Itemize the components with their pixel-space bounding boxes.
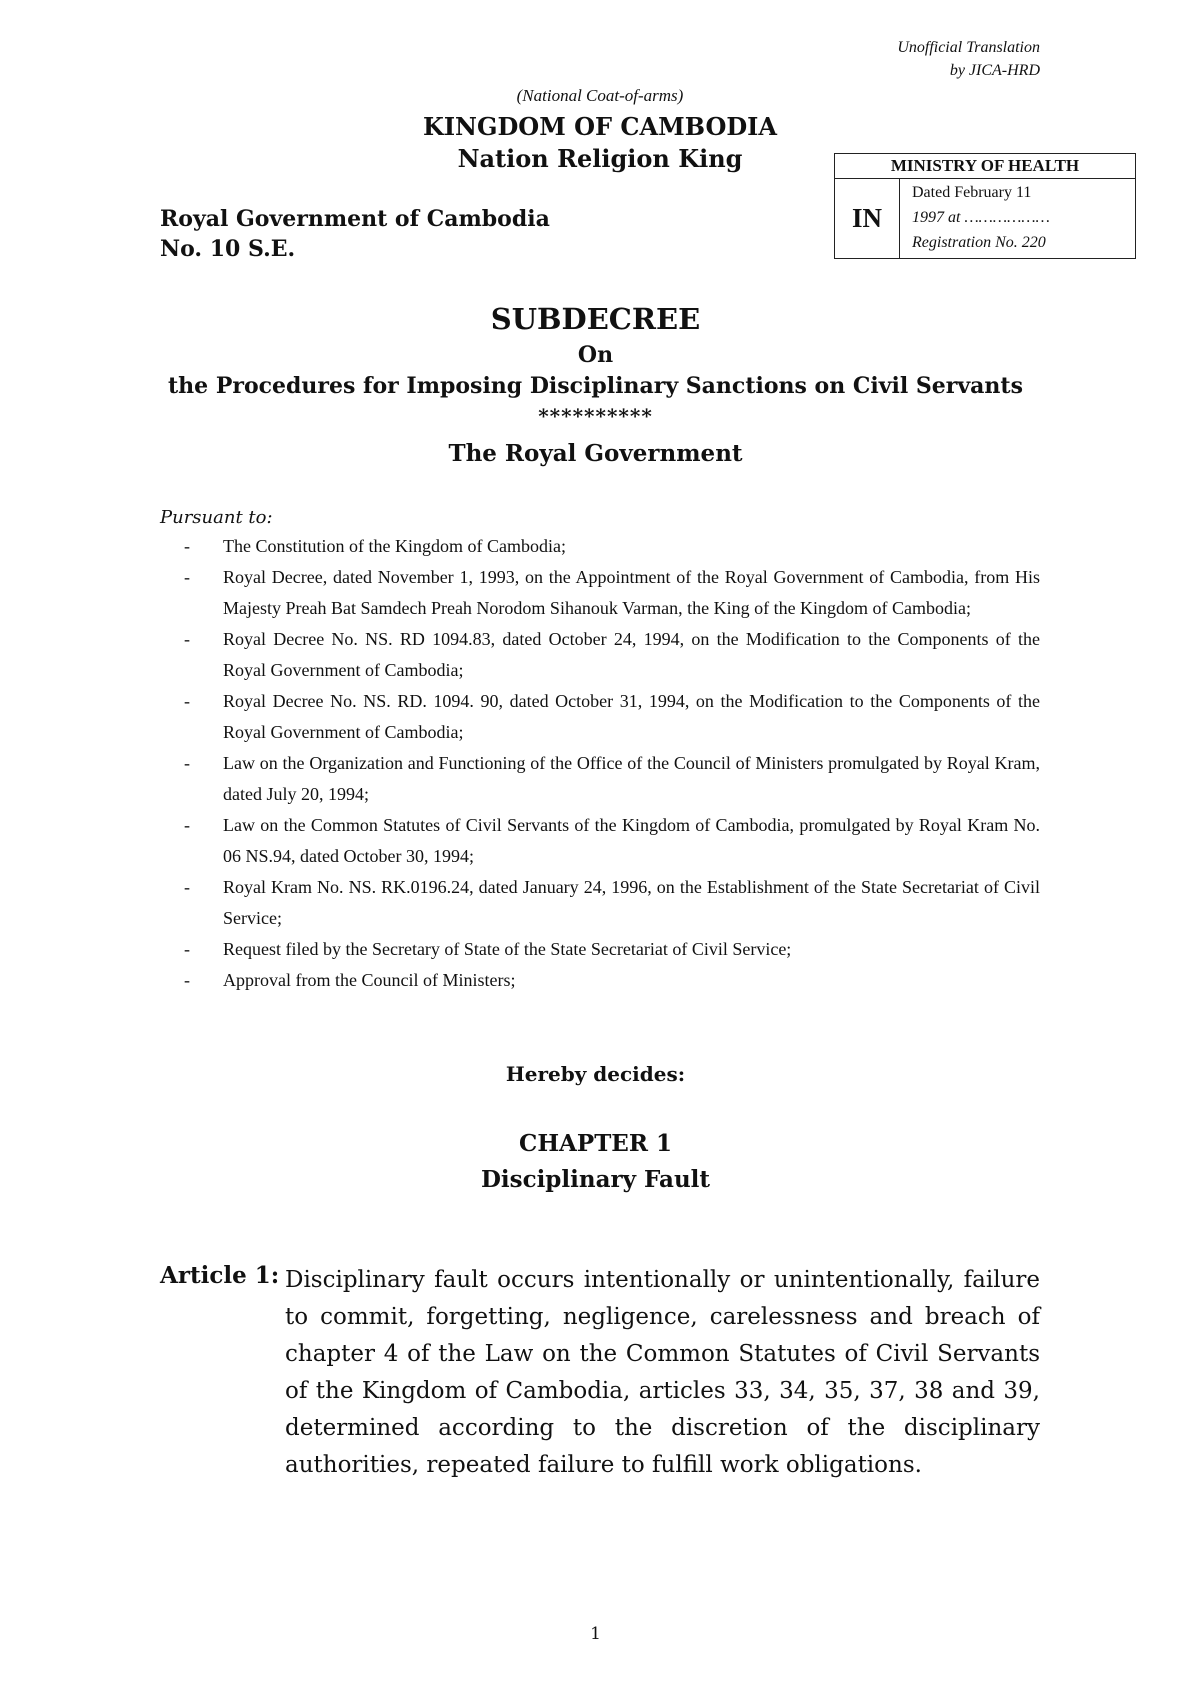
registry-dated: Dated February 11 xyxy=(912,184,1032,201)
registry-in-label: IN xyxy=(835,179,900,258)
authority-heading: The Royal Government xyxy=(448,440,743,467)
article-label: Article 1: xyxy=(160,1262,280,1289)
list-item-text: Law on the Organization and Functioning of the Office of the Council of Ministers promulgated by Royal Kram, dated July 20, 1994; xyxy=(223,753,1040,804)
dash-bullet: - xyxy=(184,970,190,990)
dash-bullet: - xyxy=(184,939,190,959)
national-motto: Nation Religion King xyxy=(457,144,743,173)
dash-bullet: - xyxy=(184,536,190,556)
dash-bullet: - xyxy=(184,629,190,649)
list-item-text: Royal Decree No. NS. RD. 1094. 90, dated October 31, 1994, on the Modification to the Components of the Royal Government of Cambodia; xyxy=(223,691,1040,742)
page-number: 1 xyxy=(590,1624,601,1644)
list-item xyxy=(160,748,1040,810)
registry-stamp xyxy=(834,153,1136,259)
translation-line-1: Unofficial Translation xyxy=(897,39,1040,56)
translation-line-2: by JICA-HRD xyxy=(949,62,1040,79)
document-title: SUBDECREE xyxy=(490,302,701,336)
list-item-text: Royal Kram No. NS. RK.0196.24, dated January 24, 1996, on the Establishment of the State Secretariat of Civil Service; xyxy=(223,877,1040,928)
translation-note xyxy=(800,36,1040,82)
separator: ********** xyxy=(538,404,653,428)
document-subject: the Procedures for Imposing Disciplinary Sanctions on Civil Servants xyxy=(168,373,1023,399)
dash-bullet: - xyxy=(184,877,190,897)
coat-of-arms-caption: (National Coat-of-arms) xyxy=(516,86,684,105)
preamble-list xyxy=(160,531,1040,996)
chapter-number: CHAPTER 1 xyxy=(519,1130,672,1157)
decision-heading: Hereby decides: xyxy=(505,1062,686,1086)
registry-ministry: MINISTRY OF HEALTH xyxy=(835,154,1135,179)
list-item-text: Law on the Common Statutes of Civil Servants of the Kingdom of Cambodia, promulgated by Royal Kram No. 06 NS.94, dated October 30, 1994; xyxy=(223,815,1040,866)
registry-year: 1997 at ……………… xyxy=(912,209,1050,226)
dash-bullet: - xyxy=(184,815,190,835)
registry-details xyxy=(900,179,1060,258)
chapter-title: Disciplinary Fault xyxy=(480,1166,711,1193)
list-item xyxy=(160,934,1040,965)
registry-body xyxy=(835,179,1135,258)
list-item-text: The Constitution of the Kingdom of Cambodia; xyxy=(223,536,566,556)
list-item xyxy=(160,965,1040,996)
title-on: On xyxy=(577,342,614,368)
list-item xyxy=(160,686,1040,748)
list-item-text: Royal Decree, dated November 1, 1993, on the Appointment of the Royal Government of Cambodia, from His Majesty Preah Bat Samdech Preah Norodom Sihanouk Varman, the King of the Kingdom of Cambodia; xyxy=(223,567,1040,618)
list-item-text: Approval from the Council of Ministers; xyxy=(223,970,516,990)
issuer-name: Royal Government of Cambodia xyxy=(160,206,550,232)
kingdom-heading: KINGDOM OF CAMBODIA xyxy=(422,112,778,141)
list-item-text: Request filed by the Secretary of State of the State Secretariat of Civil Service; xyxy=(223,939,792,959)
registry-number: Registration No. 220 xyxy=(912,234,1046,251)
dash-bullet: - xyxy=(184,691,190,711)
article-text: Disciplinary fault occurs intentionally or unintentionally, failure to commit, forgetting, negligence, carelessness and breach of chapter 4 of the Law on the Common Statutes of Civil Servants of the Kingdom of Cambodia, articles 33, 34, 35, 37, 38 and 39, determined according to the discretion of the disciplinary authorities, repeated failure to fulfill work obligations. xyxy=(285,1267,1040,1478)
issuer-number: No. 10 S.E. xyxy=(160,236,296,262)
issuer-block xyxy=(160,204,550,264)
list-item xyxy=(160,562,1040,624)
list-item xyxy=(160,810,1040,872)
list-item-text: Royal Decree No. NS. RD 1094.83, dated October 24, 1994, on the Modification to the Components of the Royal Government of Cambodia; xyxy=(223,629,1040,680)
dash-bullet: - xyxy=(184,753,190,773)
list-item xyxy=(160,872,1040,934)
list-item xyxy=(160,531,1040,562)
list-item xyxy=(160,624,1040,686)
preamble-intro: Pursuant to: xyxy=(160,507,273,528)
dash-bullet: - xyxy=(184,567,190,587)
